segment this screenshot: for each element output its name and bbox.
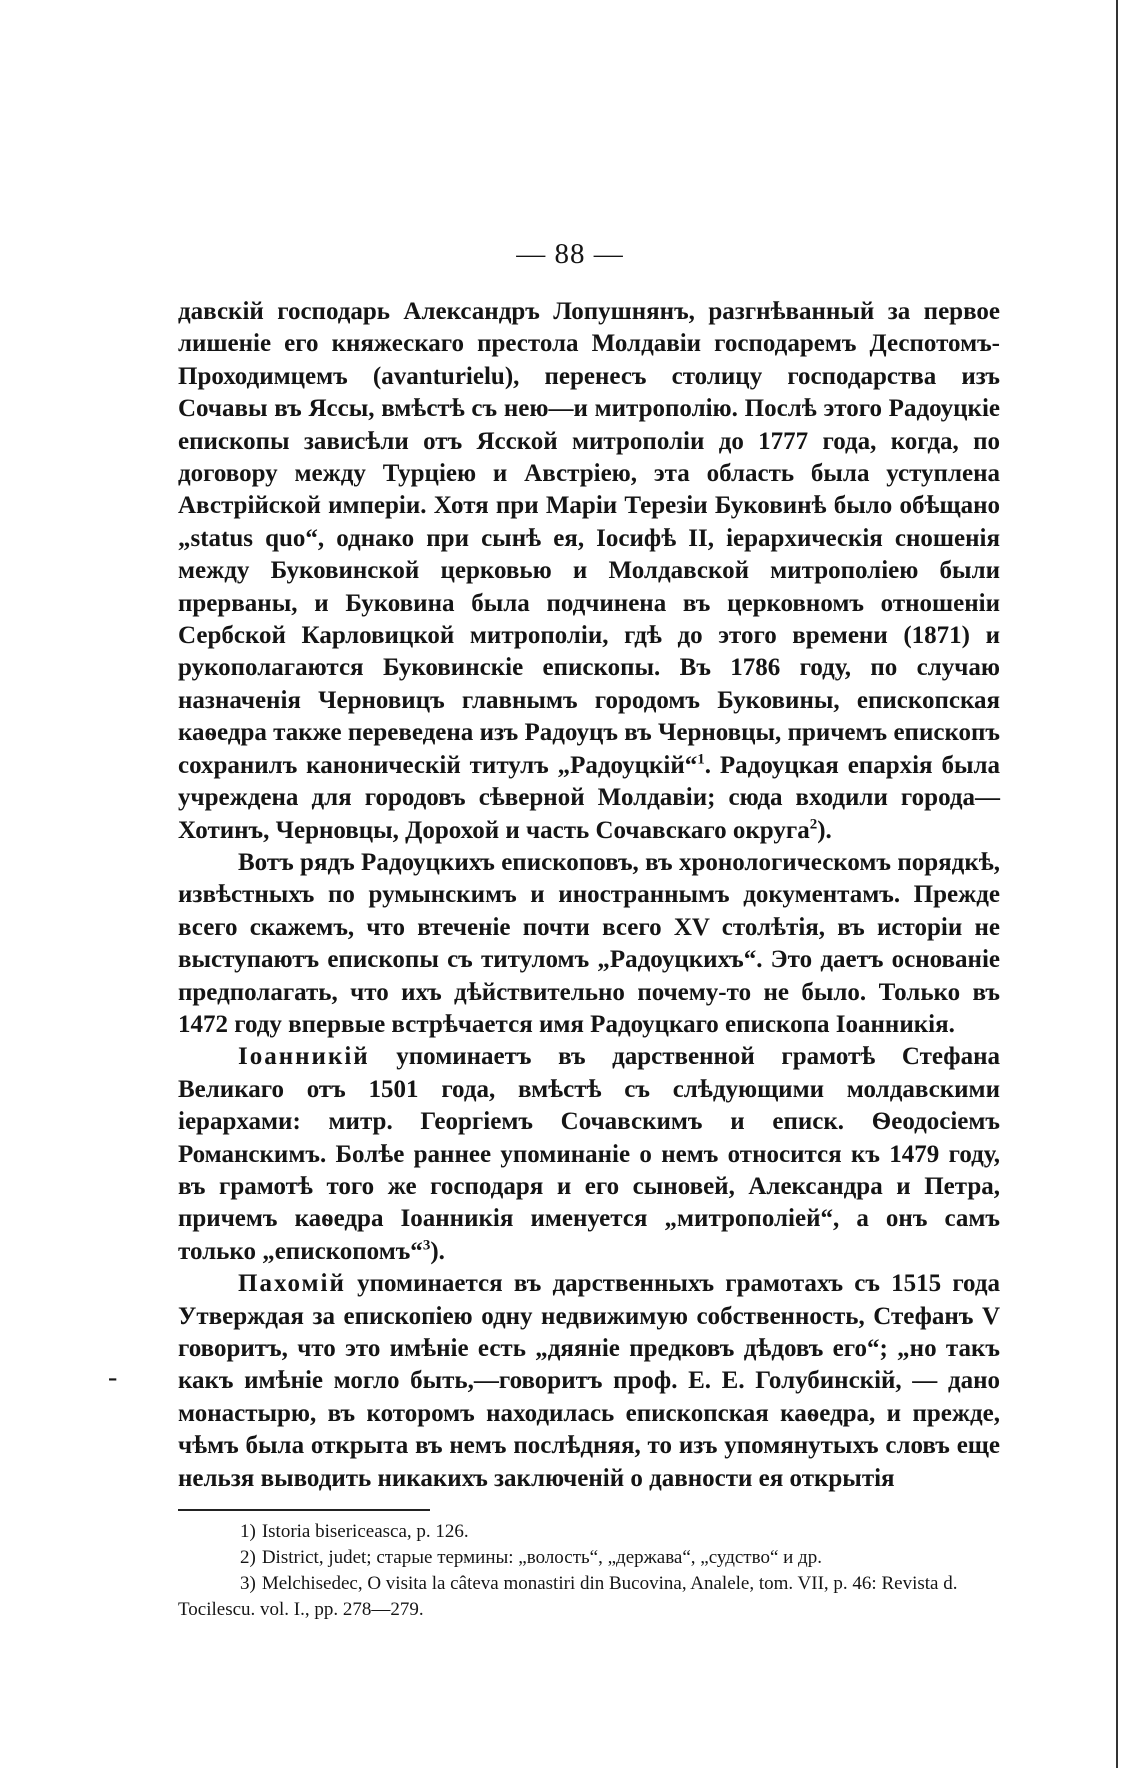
paragraph-3-text: упоминаетъ въ дарственной грамотѣ Стефана Великаго отъ 1501 года, вмѣстѣ съ слѣдующими молдавскими іерархами: митр. Георгіемъ Сочавскимъ и еписк. Ѳеодосіемъ Романскимъ. Болѣе раннее упоминаніе о немъ относится къ 1479 году, въ грамотѣ того же господаря и его сыновей, Александра и Петра, причемъ каѳедра Іоанникія именуется „митрополіей“, а онъ самъ только „епископомъ“ <box>178 1043 1000 1265</box>
footnote-divider <box>178 1509 430 1511</box>
paragraph-1-tail2: ). <box>817 816 832 844</box>
paragraph-2 <box>178 847 1000 1041</box>
footnote-ref-3: 3 <box>422 1237 431 1254</box>
paragraph-4-text: упоминается въ дарственныхъ грамотахъ съ 1515 года Утверждая за епископіею одну недвижимую собственность, Стефанъ V говоритъ, что это имѣніе есть „дяяніе предковъ дѣдовъ его“; „но такъ какъ имѣніе могло быть,—говоритъ проф. Е. Е. Голубинскій, — дано монастырю, въ которомъ находилась епископская каѳедра, и прежде, чѣмъ была открыта въ немъ послѣдняя, то изъ упомянутыхъ словъ еще нельзя выводить никакихъ заключеній о давности ея открытія <box>178 1270 1000 1492</box>
paragraph-4-lead: Пахомій <box>238 1270 346 1298</box>
margin-mark: - <box>108 1362 118 1393</box>
footnote-3 <box>178 1571 1000 1623</box>
paragraph-4 <box>178 1268 1000 1495</box>
footnote-2-text: District, judet; старые термины: „волость“, „держава“, „судство“ и др. <box>261 1547 822 1568</box>
footnotes <box>178 1519 1000 1623</box>
paragraph-1-text: давскій господарь Александръ Лопушнянъ, разгнѣванный за первое лишеніе его княжескаго престола Молдавіи господаремъ Деспотомъ-Проходимцемъ (avanturielu), перенесъ столицу господарства изъ Сочавы въ Яссы, вмѣстѣ съ нею—и митрополію. Послѣ этого Радоуцкіе епископы зависѣли отъ Ясской митрополіи до 1777 года, когда, по договору между Турціею и Австріею, эта область была уступлена Австрійской имперіи. Хотя при Маріи Терезіи Буковинѣ было обѣщано „status quo“, однако при сынѣ ея, Іосифѣ II, іерархическія сношенія между Буковинской церковью и Молдавской митрополіею были прерваны, и Буковина была подчинена въ церковномъ отношеніи Сербской Карловицкой митрополіи, гдѣ до этого времени (1871) и рукополагаются Буковинскіе епископы. Въ 1786 году, по случаю назначенія Черновицъ главнымъ городомъ Буковины, епископская каѳедра также переведена изъ Радоуцъ въ Черновцы, причемъ епископъ сохранилъ каноническій титулъ „Радоуцкій“ <box>178 298 1000 779</box>
footnote-1-text: Istoria biserіceasca, p. 126. <box>261 1521 469 1542</box>
footnote-2-number: 2) <box>240 1547 256 1568</box>
footnote-ref-2: 2 <box>809 816 818 833</box>
paragraph-3-tail: ). <box>430 1237 445 1265</box>
footnote-3-text: Melchisedec, O visita la câteva monastiri din Bucovina, Analele, tom. VII, p. 46: Revista d. Tocilescu. vol. I., pp. 278—279. <box>178 1573 958 1620</box>
footnote-1-number: 1) <box>240 1521 256 1542</box>
footnote-ref-1: 1 <box>697 751 705 768</box>
paragraph-3-lead: Іоанникій <box>238 1043 370 1071</box>
paragraph-1-tail: . Радоуцкая епархія была учреждена для городовъ сѣверной Молдавіи; сюда входили города—Хотинъ, Черновцы, Дорохой и часть Сочавскаго округа <box>178 751 1000 844</box>
footnote-3-number: 3) <box>240 1573 256 1594</box>
paragraph-2-text: Вотъ рядъ Радоуцкихъ епископовъ, въ хронологическомъ порядкѣ, извѣстныхъ по румынскимъ и иностраннымъ документамъ. Прежде всего скажемъ, что втеченіе почти всего XV столѣтія, въ исторіи не выступаютъ епископы съ титуломъ „Радоуцкихъ“. Это даетъ основаніе предполагать, что ихъ дѣйствительно почему-то не было. Только въ 1472 году впервые встрѣчается имя Радоуцкаго епископа Іоанникія. <box>178 848 1000 1038</box>
body-text <box>178 296 1000 1495</box>
footnote-2 <box>178 1545 1000 1571</box>
page-number: — 88 — <box>516 238 624 270</box>
paragraph-3 <box>178 1041 1000 1268</box>
footnote-1 <box>178 1519 1000 1545</box>
paragraph-1 <box>178 296 1000 847</box>
